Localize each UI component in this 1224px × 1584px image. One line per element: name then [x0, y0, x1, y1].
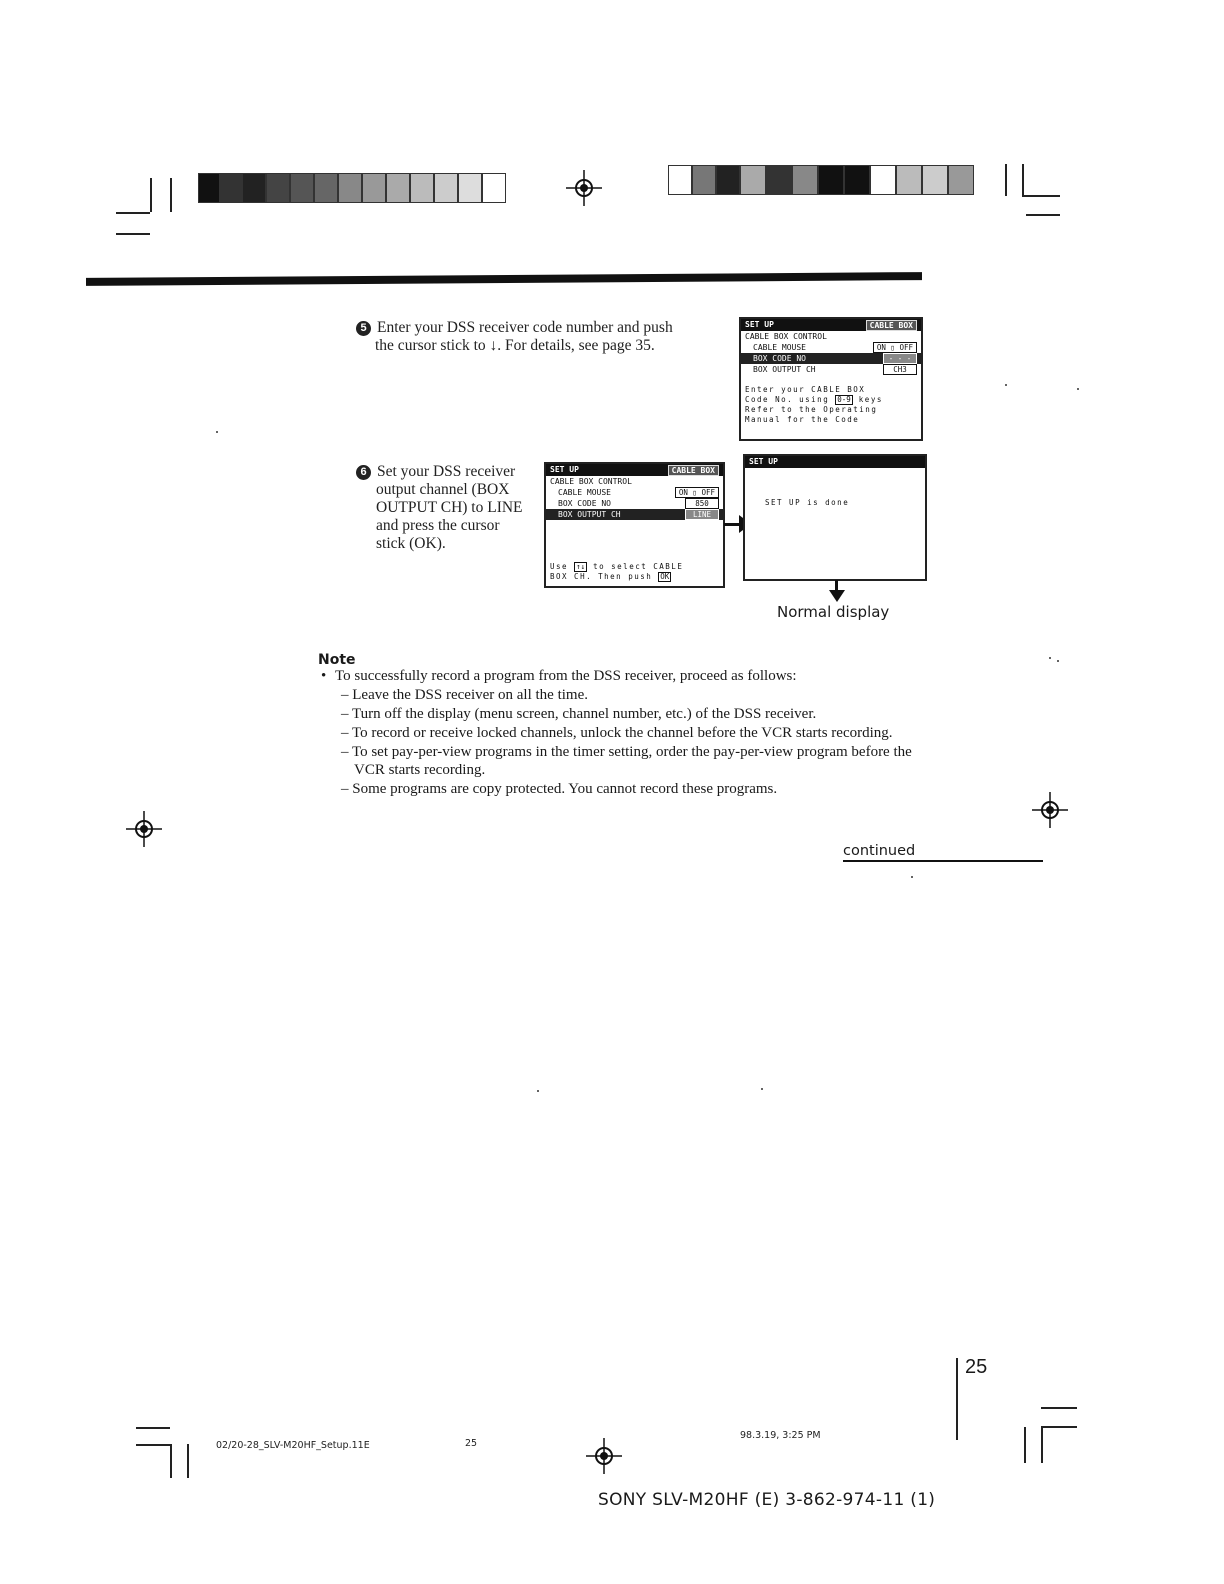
step-5-line2-prefix: the cursor stick to — [375, 337, 486, 354]
number-key-icon: 0-9 — [837, 395, 851, 404]
section-rule — [86, 272, 922, 286]
color-bar-left — [198, 173, 506, 203]
crop-mark-top-right-v — [1005, 164, 1007, 196]
registration-mark-top — [566, 170, 602, 206]
step-6-line3: OUTPUT CH) to LINE — [376, 499, 523, 516]
osd-message-2: BOX CH. Then push OK — [550, 572, 670, 581]
registration-mark-bottom — [586, 1438, 622, 1474]
crop-mark-top-right-h — [1022, 195, 1060, 197]
crop-mark-bottom-right-v2 — [1041, 1427, 1043, 1463]
step-6-number: 6 — [356, 465, 371, 480]
step-5 — [356, 319, 716, 355]
footer-timestamp: 98.3.19, 3:25 PM — [740, 1430, 821, 1441]
step-6-line5: stick (OK). — [376, 535, 446, 552]
ok-key-icon: OK — [660, 572, 670, 581]
osd-value: ON ▯ OFF — [675, 487, 719, 498]
osd-value: LINE — [685, 509, 719, 520]
note-heading: Note — [318, 652, 356, 668]
speck — [1077, 388, 1079, 390]
osd-value: - - - — [883, 353, 917, 364]
osd-header — [745, 456, 925, 468]
step-6-line2: output channel (BOX — [376, 481, 510, 498]
osd-message: SET UP is done — [765, 498, 850, 507]
continued-underline — [843, 860, 1043, 862]
osd-row-cable-mouse: CABLE MOUSE ON ▯ OFF — [741, 342, 921, 353]
footer-model: SONY SLV-M20HF (E) 3-862-974-11 (1) — [598, 1490, 936, 1510]
note-item: – Some programs are copy protected. You cannot record these programs. — [341, 781, 778, 797]
crop-mark-top-left-v2 — [170, 178, 172, 212]
step-5-number: 5 — [356, 321, 371, 336]
osd-row-cable-mouse: CABLE MOUSE ON ▯ OFF — [546, 487, 723, 498]
osd-screen-setup-done — [743, 454, 927, 581]
page-number-rule — [956, 1358, 958, 1440]
osd-row-box-code-selected: BOX CODE NO - - - — [741, 353, 921, 364]
speck — [761, 1088, 763, 1090]
footer-file: 02/20-28_SLV-M20HF_Setup.11E — [216, 1440, 370, 1451]
osd-screen-cable-box-code — [739, 317, 923, 441]
osd-screen-box-output-ch — [544, 462, 725, 588]
osd-header — [546, 464, 723, 476]
osd-tag: CABLE BOX — [866, 320, 917, 331]
osd-title: SET UP — [749, 457, 778, 466]
osd-value: 850 — [685, 498, 719, 509]
crop-mark-bottom-left-v — [170, 1444, 172, 1478]
crop-mark-top-left-h — [116, 212, 150, 214]
osd-row-box-output-selected: BOX OUTPUT CH LINE — [546, 509, 723, 520]
registration-mark-right — [1032, 792, 1068, 828]
crop-mark-bottom-right-h — [1041, 1426, 1077, 1428]
continued-label: continued — [843, 843, 916, 859]
osd-header — [741, 319, 921, 331]
note-bullet: • To successfully record a program from the DSS receiver, proceed as follows: — [318, 667, 918, 685]
osd-message-1: Use ↑↓ to select CABLE — [550, 562, 684, 571]
speck — [911, 876, 913, 878]
step-6 — [356, 463, 546, 553]
color-bar-right — [668, 165, 974, 195]
step-6-line4: and press the cursor — [376, 517, 500, 534]
footer-page: 25 — [465, 1438, 478, 1449]
speck — [1057, 660, 1059, 662]
normal-display-label: Normal display — [777, 603, 890, 621]
osd-row-box-output: BOX OUTPUT CH CH3 — [741, 364, 921, 375]
speck — [1005, 384, 1007, 386]
osd-title: SET UP — [550, 465, 579, 474]
osd-message-1: Enter your CABLE BOX — [745, 385, 866, 394]
osd-value: CH3 — [883, 364, 917, 375]
note-item: – Turn off the display (menu screen, channel number, etc.) of the DSS receiver. — [341, 706, 817, 722]
speck — [1049, 657, 1051, 659]
note-item: – To record or receive locked channels, unlock the channel before the VCR starts recording. — [341, 725, 893, 741]
osd-row-box-code: BOX CODE NO 850 — [546, 498, 723, 509]
step-5-line1: Enter your DSS receiver code number and push — [377, 319, 673, 336]
crop-mark-top-left-h2 — [116, 233, 150, 235]
crop-mark-top-right-v2 — [1022, 164, 1024, 196]
osd-value: ON ▯ OFF — [873, 342, 917, 353]
crop-mark-top-left-v — [150, 178, 152, 212]
crop-mark-top-right-h2 — [1026, 214, 1060, 216]
crop-mark-bottom-right-v — [1024, 1427, 1026, 1463]
step-6-line1: Set your DSS receiver — [377, 463, 516, 480]
osd-heading: CABLE BOX CONTROL — [745, 332, 827, 341]
note-body — [318, 667, 918, 798]
speck — [216, 431, 218, 433]
crop-mark-bottom-left-h2 — [136, 1444, 170, 1446]
down-arrow-icon — [829, 590, 845, 602]
osd-heading: CABLE BOX CONTROL — [550, 477, 632, 486]
page-number: 25 — [965, 1356, 988, 1378]
osd-tag: CABLE BOX — [668, 465, 719, 476]
note-item: – Leave the DSS receiver on all the time. — [341, 687, 588, 703]
speck — [537, 1090, 539, 1092]
crop-mark-bottom-left-v2 — [187, 1444, 189, 1478]
up-down-key-icon: ↑↓ — [576, 562, 586, 571]
registration-mark-left — [126, 811, 162, 847]
crop-mark-bottom-right-h2 — [1041, 1407, 1077, 1409]
osd-message-2: Code No. using 0-9 keys — [745, 395, 883, 404]
crop-mark-bottom-left-h — [136, 1427, 170, 1429]
right-arrow-shaft — [724, 523, 740, 526]
note-item: – To set pay-per-view programs in the timer setting, order the pay-per-view program before the VCR starts recording. — [341, 744, 912, 778]
step-5-line2-suffix: . For details, see page 35. — [497, 337, 655, 354]
osd-message-3: Refer to the Operating — [745, 405, 878, 414]
osd-title: SET UP — [745, 320, 774, 329]
down-arrow-icon: ↓ — [489, 337, 498, 354]
osd-message-4: Manual for the Code — [745, 415, 860, 424]
